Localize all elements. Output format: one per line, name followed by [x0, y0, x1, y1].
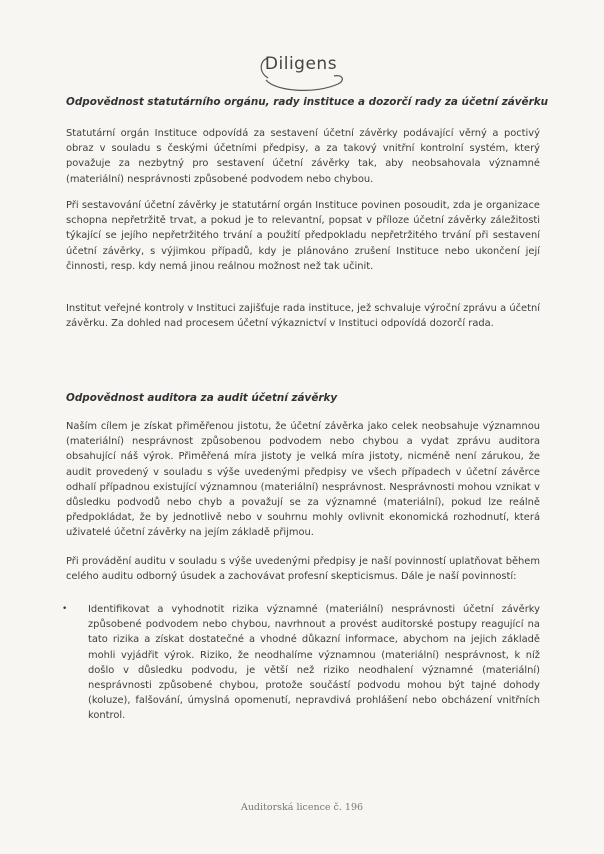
list-item: [62, 602, 540, 724]
bullet-icon: •: [62, 604, 68, 614]
paragraph: Statutární orgán Instituce odpovídá za sestavení účetní závěrky podávající věrný a poctivý obraz v souladu s českými účetními předpisy, a za takový vnitřní kontrolní systém, který považuje za nezbytný pro sestavení účetní závěrky tak, aby neobsahovala významné (materiální) nesprávnosti způsobené podvodem nebo chybou.: [66, 128, 540, 185]
paragraph: Institut veřejné kontroly v Instituci zajišťuje rada instituce, jež schvaluje výroční zprávu a účetní závěrku. Za dohled nad procesem účetní výkaznictví v Instituci odpovídá dozorčí rada.: [66, 303, 540, 330]
footer-license: Auditorská licence č. 196: [240, 802, 364, 813]
section-heading-statutory: Odpovědnost statutárního orgánu, rady instituce a dozorčí rady za účetní závěrku: [66, 96, 549, 108]
logo-text: Diligens: [264, 54, 338, 74]
bullet-list: [62, 602, 540, 724]
diligens-logo: [246, 50, 356, 94]
section-heading-auditor: Odpovědnost auditora za audit účetní závěrky: [66, 392, 338, 404]
paragraph: Při provádění auditu v souladu s výše uvedenými předpisy je naší povinností uplatňovat během celého auditu odborný úsudek a zachovávat profesní skepticismus. Dále je naší povinností:: [66, 556, 540, 583]
paragraph: Při sestavování účetní závěrky je statutární orgán Instituce povinen posoudit, zda je organizace schopna nepřetržitě trvat, a pokud je to relevantní, popsat v příloze účetní závěrky záležitosti týkající se jejího nepřetržitého trvání a použití předpokladu nepřetržitého trvání při sestavení účetní závěrky, s výjimkou případů, kdy je plánováno zrušení Instituce nebo ukončení její činnosti, resp. kdy nemá jinou reálnou možnost než tak učinit.: [66, 200, 540, 272]
paragraph: Naším cílem je získat přiměřenou jistotu, že účetní závěrka jako celek neobsahuje významnou (materiální) nesprávnost způsobenou podvodem nebo chybou a vydat zprávu auditora obsahující náš výrok. Přiměřená míra jistoty je velká míra jistoty, nicméně není zárukou, že audit provedený v souladu s výše uvedenými předpisy ve všech případech v účetní závěrce odhalí případnou existující významnou (materiální) nesprávnost. Nesprávnosti mohou vznikat v důsledku podvodů nebo chyb a považují se za významné (materiální), pokud lze reálně předpokládat, že by jednotlivě nebo v souhrnu mohly ovlivnit ekonomická rozhodnutí, která uživatelé účetní závěrky na jejím základě přijmou.: [66, 421, 540, 539]
list-item-text: Identifikovat a vyhodnotit rizika významné (materiální) nesprávnosti účetní závěrky způsobené podvodem nebo chybou, navrhnout a provést auditorské postupy reagující na tato rizika a získat dostatečné a vhodné důkazní informace, abychom na jejich základě mohli vyjádřit výrok. Riziko, že neodhalíme významnou (materiální) nesprávnost, k níž došlo v důsledku podvodu, je větší než riziko neodhalení významné (materiální) nesprávnosti způsobené chybou, protože součástí podvodu mohou být tajné dohody (koluze), falšování, úmyslná opomenutí, nepravdivá prohlášení nebo obcházení vnitřních kontrol.: [88, 604, 540, 722]
